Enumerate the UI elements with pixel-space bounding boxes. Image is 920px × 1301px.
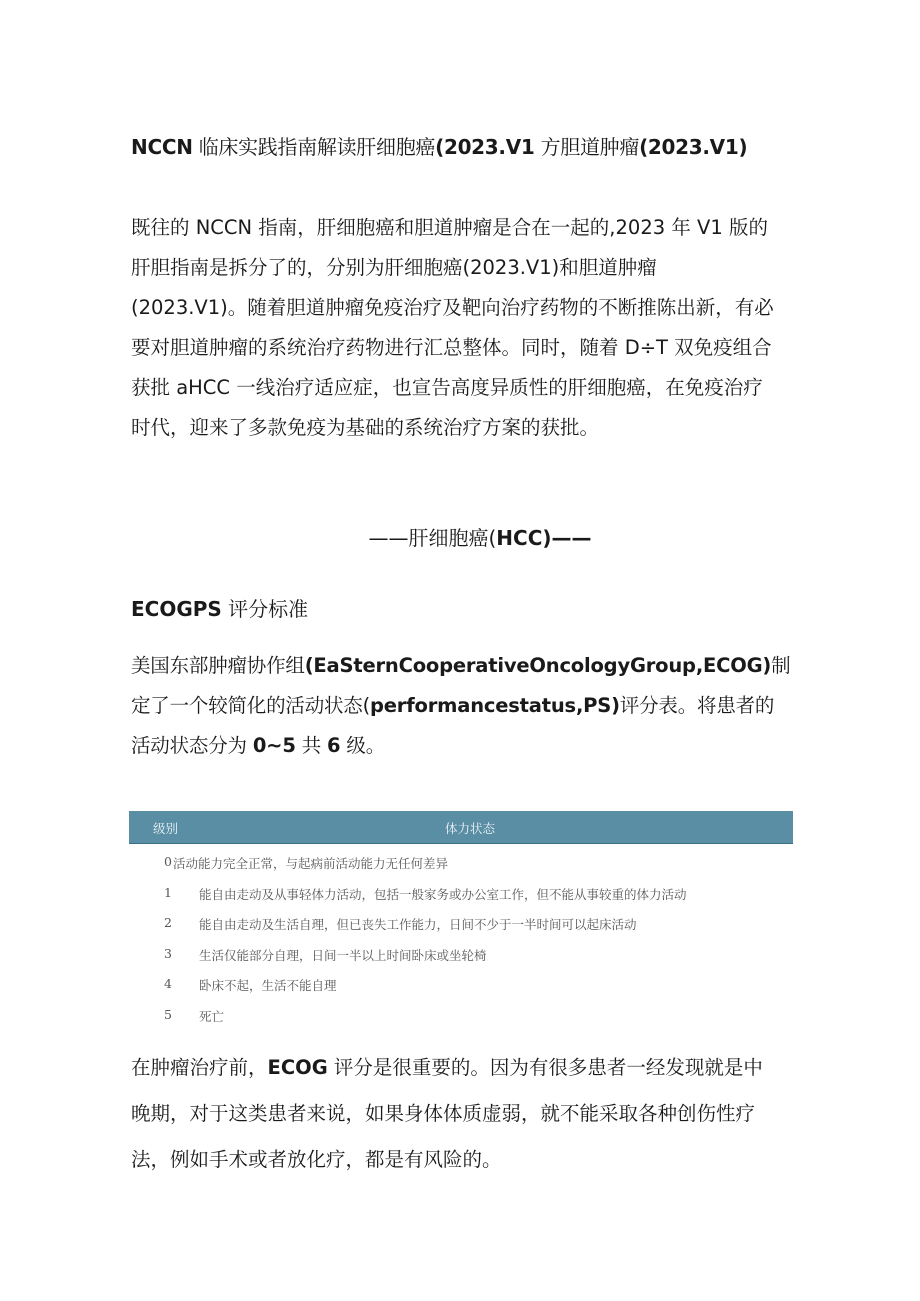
row-desc: 卧床不起，生活不能自理 (199, 978, 337, 993)
intro-paragraph (131, 208, 791, 448)
intro-line: 既往的 NCCN 指南，肝细胞癌和胆道肿瘤是合在一起的,2023 年 V1 版的 (131, 216, 768, 239)
intro-line: 要对胆道肿瘤的系统治疗药物进行汇总整体。同时，随着 D÷T 双免疫组合 (131, 336, 772, 359)
title-text-2: 方胆道肿瘤 (534, 135, 640, 159)
table-header (129, 811, 793, 844)
ecog-heading-bold: ECOGPS (131, 597, 222, 621)
row-level: 1 (164, 884, 172, 900)
closing-line-1 (131, 1045, 791, 1091)
ecog-table (129, 811, 793, 1027)
ecog-desc-text: 制 (771, 654, 791, 677)
table-row (129, 875, 793, 906)
title-version-2: (2023.V1) (639, 135, 748, 159)
row-desc: 能自由走动及生活自理，但已丧失工作能力，日间不少于一半时间可以起床活动 (199, 917, 637, 932)
title-nccn: NCCN (131, 135, 193, 159)
row-level: 0 (164, 854, 172, 869)
intro-line: (2023.V1)。随着胆道肿瘤免疫治疗及靶向治疗药物的不断推陈出新，有必 (131, 296, 774, 319)
ecog-desc-text: 定了一个较简化的活动状态( (131, 694, 371, 717)
ecog-desc-line-2 (131, 686, 801, 726)
ecog-heading (131, 595, 308, 623)
row-level: 5 (164, 1006, 172, 1022)
closing-text: 评分是很重要的。因为有很多患者一经发现就是中 (327, 1056, 763, 1079)
intro-line: 肝胆指南是拆分了的，分别为肝细胞癌(2023.V1)和胆道肿瘤 (131, 256, 657, 279)
row-desc: 活动能力完全正常，与起病前活动能力无任何差异 (173, 856, 449, 871)
title-version-1: (2023.V1 (435, 135, 535, 159)
row-desc: 能自由走动及从事轻体力活动，包括一般家务或办公室工作，但不能从事较重的体力活动 (199, 886, 687, 902)
ecog-desc-bold: 6 (327, 734, 341, 757)
row-level: 4 (164, 976, 172, 991)
hcc-heading-prefix: ——肝细胞癌( (368, 526, 497, 550)
ecog-desc-text: 美国东部肿瘤协作组 (131, 654, 305, 677)
header-status: 体力状态 (445, 821, 496, 836)
table-row (129, 844, 793, 875)
ecog-desc-bold: (EaSternCooperativeOncologyGroup,ECOG) (304, 654, 772, 677)
row-desc: 死亡 (199, 1008, 225, 1024)
table-row (129, 966, 793, 997)
closing-line-3: 法，例如手术或者放化疗，都是有风险的。 (131, 1148, 502, 1171)
ecog-desc-text: 共 (295, 734, 328, 757)
hcc-heading-bold: HCC)—— (496, 526, 592, 550)
intro-line: 时代，迎来了多款免疫为基础的系统治疗方案的获批。 (131, 416, 600, 439)
row-desc: 生活仅能部分自理，日间一半以上时间卧床或坐轮椅 (199, 947, 487, 963)
ecog-desc-bold: performancestatus,PS) (370, 694, 620, 717)
row-level: 3 (164, 945, 172, 961)
closing-text: 在肿瘤治疗前， (131, 1056, 268, 1079)
ecog-desc-line-1 (131, 646, 801, 686)
intro-line: 获批 aHCC 一线治疗适应症，也宣告高度异质性的肝细胞癌，在免疫治疗 (131, 376, 763, 399)
ecog-desc-bold: 0~5 (252, 734, 296, 757)
closing-bold: ECOG (267, 1056, 328, 1079)
ecog-desc-text: 评分表。将患者的 (619, 694, 775, 717)
hcc-section-heading (0, 524, 920, 552)
closing-paragraph (131, 1045, 791, 1183)
ecog-desc-text: 级。 (340, 734, 385, 757)
table-row (129, 936, 793, 967)
document-title (131, 133, 811, 161)
row-level: 2 (164, 915, 172, 930)
table-row (129, 997, 793, 1028)
ecog-heading-rest: 评分标准 (221, 597, 309, 621)
table-row (129, 905, 793, 936)
title-text-1: 临床实践指南解读肝细胞癌 (192, 135, 436, 159)
ecog-desc-line-3 (131, 726, 801, 766)
header-level: 级别 (153, 821, 179, 836)
ecog-desc-text: 活动状态分为 (131, 734, 253, 757)
closing-line-2: 晚期，对于这类患者来说，如果身体体质虚弱，就不能采取各种创伤性疗 (131, 1102, 756, 1125)
ecog-description (131, 646, 801, 766)
